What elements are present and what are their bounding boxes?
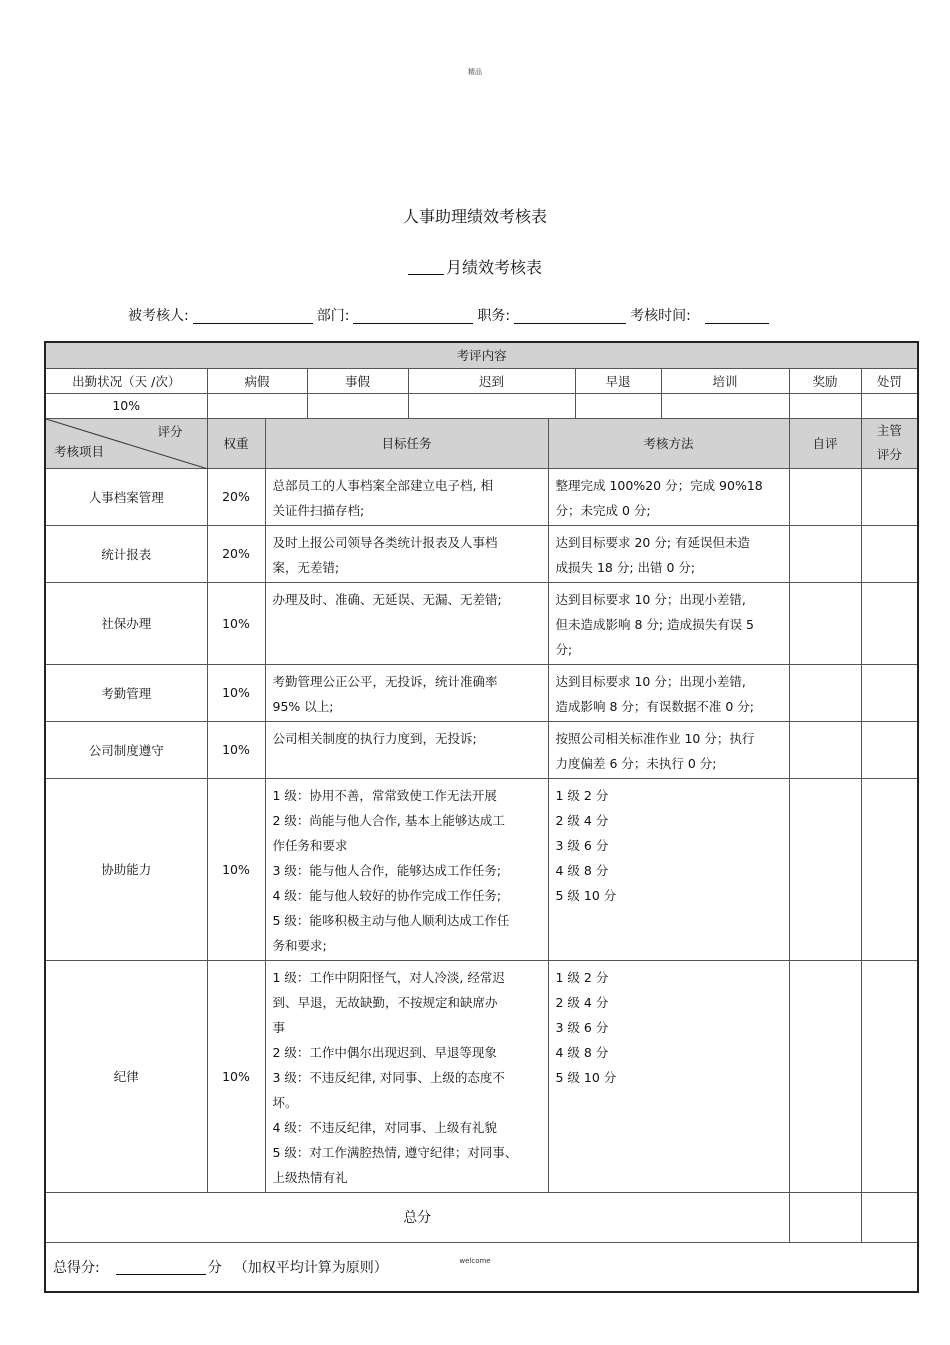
method-line: 达到目标要求 10 分；出现小差错,: [555, 591, 746, 607]
manager-score-cell[interactable]: [861, 960, 918, 1192]
target-line: 2 级：工作中偶尔出现迟到、早退等现象: [272, 1044, 497, 1060]
document-title: 人事助理绩效考核表: [402, 207, 547, 226]
method-line: 达到目标要求 10 分；出现小差错,: [555, 673, 746, 689]
page-footer-mark: welcome: [459, 1257, 491, 1265]
target-line: 3 级：不违反纪律, 对同事、上级的态度不: [272, 1069, 505, 1085]
assessment-row: [45, 468, 918, 525]
attendance-weight: 10%: [45, 393, 207, 418]
attendance-late: 迟到: [408, 368, 575, 393]
target-line: 5 级：对工作满腔热情, 遵守纪律；对同事、: [272, 1144, 518, 1160]
manager-score-cell[interactable]: [861, 664, 918, 721]
final-score-unit: 分: [207, 1259, 222, 1276]
total-manager-cell[interactable]: [861, 1192, 918, 1242]
item-weight: 10%: [207, 582, 265, 664]
final-score-cell: [45, 1242, 918, 1292]
item-weight: 10%: [207, 664, 265, 721]
attendance-penalty: 处罚: [861, 368, 918, 393]
item-weight: 10%: [207, 778, 265, 960]
manager-score-cell[interactable]: [861, 721, 918, 778]
document-subtitle: [0, 255, 950, 278]
method-line: 2 级 4 分: [555, 812, 609, 828]
self-eval-cell[interactable]: [789, 721, 861, 778]
attendance-sick-leave: 病假: [207, 368, 307, 393]
method-line: 4 级 8 分: [555, 1044, 609, 1060]
total-label: 总分: [45, 1192, 789, 1242]
item-name: 公司制度遵守: [45, 721, 207, 778]
item-name: 统计报表: [45, 525, 207, 582]
item-target: [265, 525, 548, 582]
method-line: 3 级 6 分: [555, 1019, 609, 1035]
meta-line: [128, 305, 773, 325]
item-method: [548, 525, 789, 582]
method-line: 1 级 2 分: [555, 787, 609, 803]
total-self-eval-cell[interactable]: [789, 1192, 861, 1242]
assessment-row: [45, 525, 918, 582]
target-line: 作任务和要求: [272, 837, 348, 853]
target-line: 及时上报公司领导各类统计报表及人事档: [272, 534, 498, 550]
method-line: 1 级 2 分: [555, 969, 609, 985]
method-line: 2 级 4 分: [555, 994, 609, 1010]
target-line: 案，无差错;: [272, 559, 340, 575]
final-score-row: [45, 1242, 918, 1292]
target-line: 4 级：不违反纪律，对同事、上级有礼貌: [272, 1119, 497, 1135]
attendance-reward: 奖励: [789, 368, 861, 393]
position-field[interactable]: [514, 309, 626, 324]
dept-field[interactable]: [353, 309, 473, 324]
page-header-mark: 精品: [468, 68, 482, 76]
item-method: [548, 468, 789, 525]
method-line: 但未造成影响 8 分; 造成损失有误 5: [555, 616, 755, 632]
item-weight: 20%: [207, 468, 265, 525]
item-name: 考勤管理: [45, 664, 207, 721]
target-line: 95% 以上;: [272, 698, 334, 714]
target-line: 公司相关制度的执行力度到，无投诉;: [272, 730, 477, 746]
manager-score-cell[interactable]: [861, 582, 918, 664]
self-eval-cell[interactable]: [789, 778, 861, 960]
attendance-cell[interactable]: [861, 393, 918, 418]
examinee-field[interactable]: [193, 309, 313, 324]
item-target: [265, 778, 548, 960]
diag-score-label: 评分: [157, 423, 183, 439]
diag-item-label: 考核项目: [54, 443, 105, 459]
method-line: 造成影响 8 分；有误数据不准 0 分;: [555, 698, 755, 714]
manager-score-cell[interactable]: [861, 525, 918, 582]
method-line: 成损失 18 分; 出错 0 分;: [555, 559, 696, 575]
method-line: 分;: [555, 641, 573, 657]
header-method: 考核方法: [548, 418, 789, 468]
attendance-early-leave: 早退: [575, 368, 661, 393]
position-label: 职务:: [477, 308, 511, 324]
header-target: 目标任务: [265, 418, 548, 468]
dept-label: 部门:: [316, 308, 350, 324]
target-line: 4 级：能与他人较好的协作完成工作任务;: [272, 887, 502, 903]
target-line: 办理及时、准确、无延误、无漏、无差错;: [272, 591, 502, 607]
header-self-eval: 自评: [789, 418, 861, 468]
attendance-cell[interactable]: [575, 393, 661, 418]
attendance-training: 培训: [661, 368, 789, 393]
method-line: 3 级 6 分: [555, 837, 609, 853]
attendance-cell[interactable]: [207, 393, 307, 418]
method-line: 按照公司相关标准作业 10 分；执行: [555, 730, 755, 746]
item-method: [548, 960, 789, 1192]
attendance-cell[interactable]: [661, 393, 789, 418]
method-line: 达到目标要求 20 分; 有延误但未造: [555, 534, 751, 550]
target-line: 坏。: [272, 1094, 298, 1110]
item-method: [548, 721, 789, 778]
target-line: 3 级：能与他人合作，能够达成工作任务;: [272, 862, 502, 878]
attendance-cell[interactable]: [307, 393, 408, 418]
attendance-cell[interactable]: [789, 393, 861, 418]
target-line: 1 级：工作中阴阳怪气，对人冷淡, 经常迟: [272, 969, 505, 985]
target-line: 到、早退，无故缺勤，不按规定和缺席办: [272, 994, 498, 1010]
diagonal-header-cell: [45, 418, 207, 468]
assessment-row: [45, 778, 918, 960]
attendance-cell[interactable]: [408, 393, 575, 418]
attendance-label: 出勤状况（天 /次）: [45, 368, 207, 393]
method-line: 整理完成 100%20 分；完成 90%18: [555, 477, 763, 493]
month-blank[interactable]: [408, 260, 444, 275]
manager-score-cell[interactable]: [861, 778, 918, 960]
time-field[interactable]: [705, 309, 769, 324]
target-line: 上级热情有礼: [272, 1169, 348, 1185]
item-method: [548, 778, 789, 960]
target-line: 2 级：尚能与他人合作, 基本上能够达成工: [272, 812, 505, 828]
item-name: 协助能力: [45, 778, 207, 960]
method-line: 5 级 10 分: [555, 887, 617, 903]
self-eval-cell[interactable]: [789, 582, 861, 664]
self-eval-cell[interactable]: [789, 468, 861, 525]
item-target: [265, 960, 548, 1192]
assessment-row: [45, 721, 918, 778]
target-line: 1 级：协用不善，常常致使工作无法开展: [272, 787, 497, 803]
final-score-note: （加权平均计算为原则）: [233, 1259, 388, 1276]
section-title: 考评内容: [45, 342, 918, 368]
method-line: 5 级 10 分: [555, 1069, 617, 1085]
item-name: 纪律: [45, 960, 207, 1192]
assessment-table: [44, 341, 919, 1293]
time-label: 考核时间:: [630, 308, 691, 324]
item-weight: 10%: [207, 721, 265, 778]
assessment-row: [45, 664, 918, 721]
method-line: 4 级 8 分: [555, 862, 609, 878]
self-eval-cell[interactable]: [789, 960, 861, 1192]
examinee-label: 被考核人:: [128, 308, 189, 324]
target-line: 总部员工的人事档案全部建立电子档, 相: [272, 477, 493, 493]
assessment-row: [45, 582, 918, 664]
item-name: 人事档案管理: [45, 468, 207, 525]
item-name: 社保办理: [45, 582, 207, 664]
target-line: 5 级：能哆积极主动与他人顺利达成工作任: [272, 912, 510, 928]
header-weight: 权重: [207, 418, 265, 468]
final-score-label: 总得分:: [53, 1259, 100, 1276]
item-method: [548, 582, 789, 664]
target-line: 务和要求;: [272, 937, 327, 953]
item-target: [265, 664, 548, 721]
item-method: [548, 664, 789, 721]
header-manager-score: 主管 评分: [861, 418, 918, 468]
method-line: 分；未完成 0 分;: [555, 502, 651, 518]
item-weight: 10%: [207, 960, 265, 1192]
self-eval-cell[interactable]: [789, 525, 861, 582]
subtitle-text: 月绩效考核表: [445, 258, 542, 277]
target-line: 关证件扫描存档;: [272, 502, 365, 518]
self-eval-cell[interactable]: [789, 664, 861, 721]
item-weight: 20%: [207, 525, 265, 582]
target-line: 事: [272, 1019, 286, 1035]
item-target: [265, 721, 548, 778]
method-line: 力度偏差 6 分；未执行 0 分;: [555, 755, 717, 771]
assessment-row: [45, 960, 918, 1192]
manager-score-cell[interactable]: [861, 468, 918, 525]
item-target: [265, 468, 548, 525]
attendance-personal-leave: 事假: [307, 368, 408, 393]
item-target: [265, 582, 548, 664]
total-row: [45, 1192, 918, 1242]
target-line: 考勤管理公正公平，无投诉，统计准确率: [272, 673, 498, 689]
